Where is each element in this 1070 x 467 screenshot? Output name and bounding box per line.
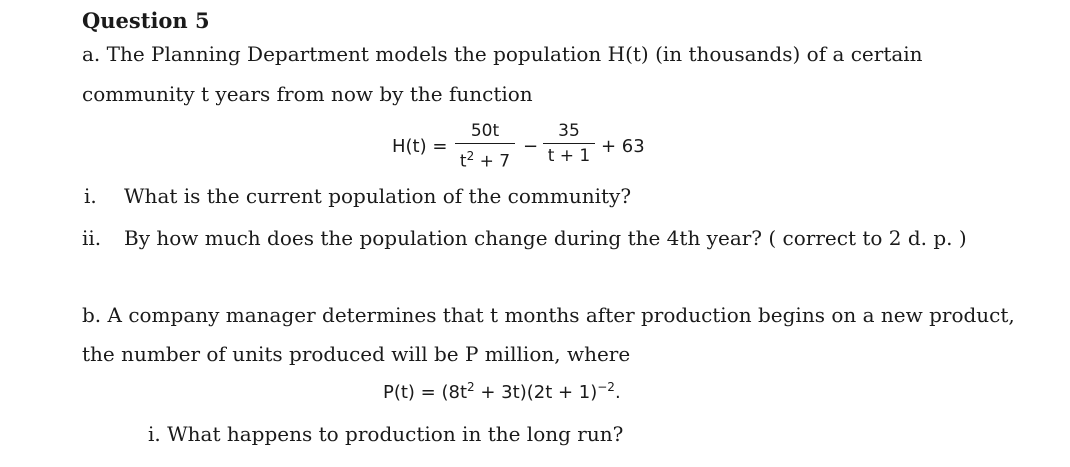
item-i-text: What is the current population of the community? — [124, 184, 632, 208]
fraction-1-numerator: 50t — [470, 121, 500, 141]
equation-p: $P(t) = (8t^2 + 3t)(2t + 1)^{-2}$. — [383, 380, 621, 403]
fraction-1-denominator: $t^2 + 7$ — [459, 149, 511, 172]
fraction-2-bar — [543, 143, 595, 144]
fraction-2-denominator: t + 1 — [547, 146, 591, 166]
question-title: Question 5 — [82, 8, 210, 33]
item-ii-label: ii. — [82, 226, 102, 250]
fraction-2 — [543, 120, 595, 167]
part-b-line-1: b. A company manager determines that t months after production begins on a new product, — [82, 303, 1015, 327]
part-b-line-2: the number of units produced will be P million, where — [82, 342, 631, 366]
part-a-line-2: community t years from now by the function — [82, 82, 533, 106]
fraction-1-bar — [455, 143, 515, 144]
equation-h-lhs: H(t) = — [392, 136, 448, 157]
part-b-item-i: i. What happens to production in the long run? — [148, 422, 624, 446]
part-a-line-1: a. The Planning Department models the population H(t) (in thousands) of a certain — [82, 42, 923, 66]
fraction-2-numerator: 35 — [558, 121, 580, 141]
item-ii-text: By how much does the population change during the 4th year? ( correct to 2 d. p. ) — [124, 226, 967, 250]
fraction-1 — [455, 120, 515, 173]
minus-sign: − — [523, 136, 539, 157]
plus-term: + 63 — [601, 136, 645, 157]
item-i-label: i. — [84, 184, 97, 208]
